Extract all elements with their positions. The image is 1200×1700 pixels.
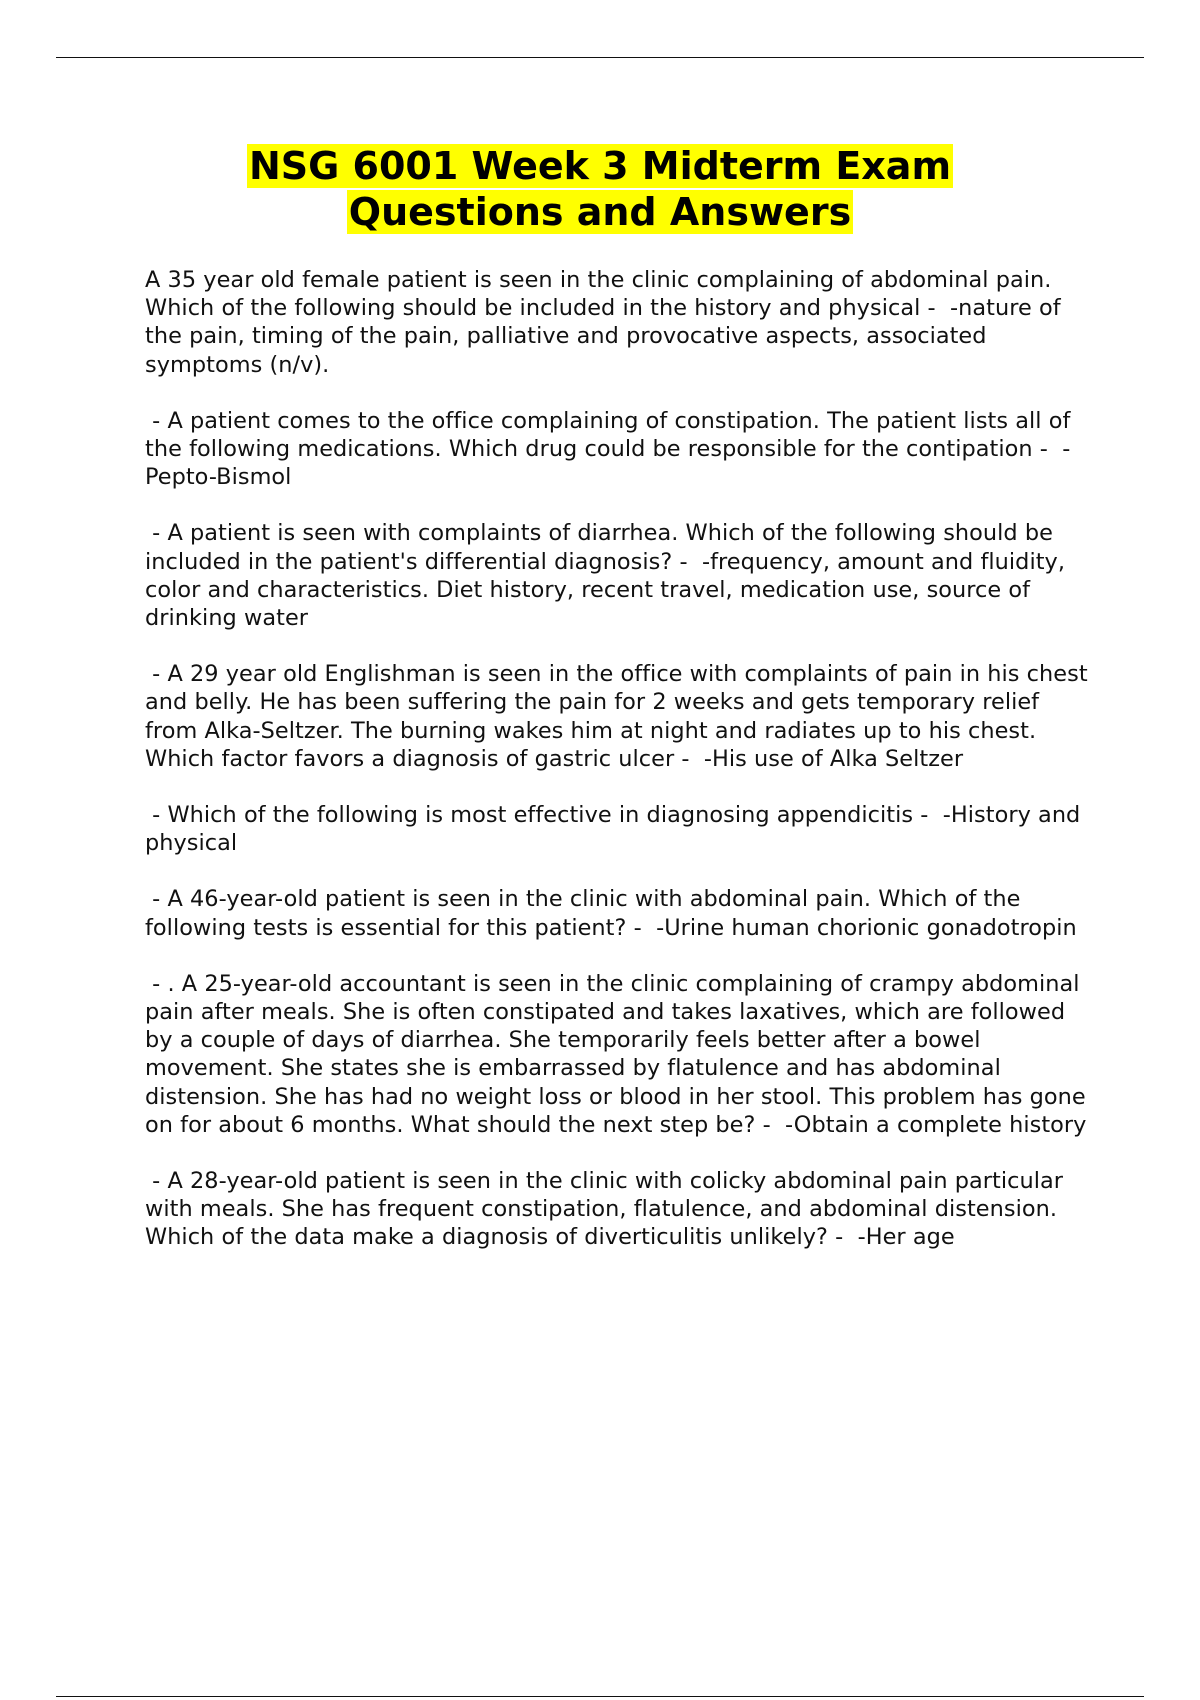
qa-item-8: - A 28-year-old patient is seen in the clinic with colicky abdominal pain particular with meals. She has frequent constipation, flatulence, and abdominal distension. Which of the data make a diagnosis of diverticulitis unlikely? - -Her age <box>145 1168 1071 1251</box>
qa-item-6: - A 46-year-old patient is seen in the clinic with abdominal pain. Which of the following tests is essential for this patient? - -Urine human chorionic gonadotropin <box>145 886 1077 941</box>
top-rule <box>56 57 1144 58</box>
qa-list <box>145 266 1095 1280</box>
qa-item-1: A 35 year old female patient is seen in the clinic complaining of abdominal pain. Which of the following should be included in the history and physical - -nature of the pain, timing of the pain, palliative and provocative aspects, associated symptoms (n/v). <box>145 267 1068 378</box>
bottom-rule <box>56 1696 1144 1697</box>
qa-item-4: - A 29 year old Englishman is seen in the office with complaints of pain in his chest and belly. He has been suffering the pain for 2 weeks and gets temporary relief from Alka-Seltzer. The burning wakes him at night and radiates up to his chest. Which factor favors a diagnosis of gastric ulcer - -His use of Alka Seltzer <box>145 661 1095 772</box>
title-line-2: Questions and Answers <box>348 190 852 234</box>
qa-item-5: - Which of the following is most effective in diagnosing appendicitis - -History and physical <box>145 802 1088 857</box>
title-line-1: NSG 6001 Week 3 Midterm Exam <box>248 144 952 188</box>
document-title <box>0 144 1200 236</box>
qa-item-7: - . A 25-year-old accountant is seen in the clinic complaining of crampy abdominal pain after meals. She is often constipated and takes laxatives, which are followed by a couple of days of diarrhea. She temporarily feels better after a bowel movement. She states she is embarrassed by flatulence and has abdominal distension. She has had no weight loss or blood in her stool. This problem has gone on for about 6 months. What should the next step be? - -Obtain a complete history <box>145 970 1093 1138</box>
qa-item-3: - A patient is seen with complaints of diarrhea. Which of the following should be included in the patient's differential diagnosis? - -frequency, amount and fluidity, color and characteristics. Diet history, recent travel, medication use, source of drinking water <box>145 520 1073 632</box>
qa-item-2: - A patient comes to the office complaining of constipation. The patient lists all of the following medications. Which drug could be responsible for the contipation - -Pepto-Bismol <box>145 407 1078 491</box>
